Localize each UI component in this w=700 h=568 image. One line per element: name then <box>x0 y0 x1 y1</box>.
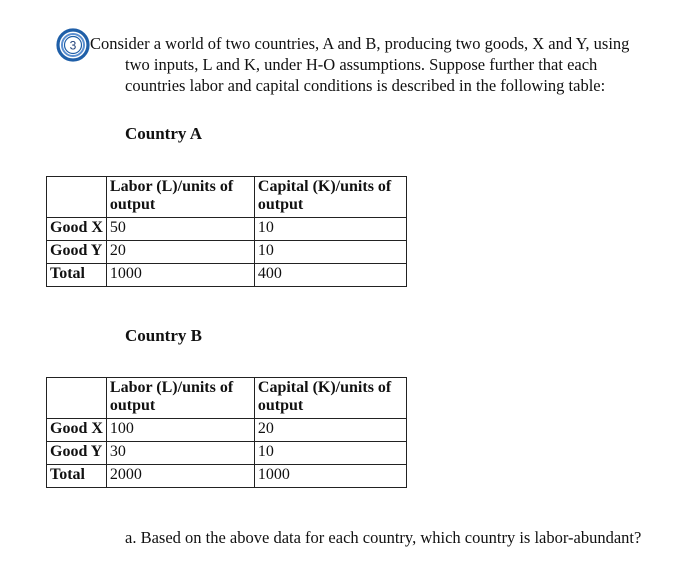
labor-value: 100 <box>106 419 254 442</box>
country-b-table <box>46 377 407 488</box>
capital-value: 10 <box>254 241 406 264</box>
header-cell-empty <box>47 177 107 218</box>
table-row <box>47 465 407 488</box>
row-label: Total <box>47 264 107 287</box>
header-labor: Labor (L)/units of output <box>106 177 254 218</box>
labor-value: 20 <box>106 241 254 264</box>
table-header-row <box>47 177 407 218</box>
row-label: Good X <box>47 218 107 241</box>
capital-value: 400 <box>254 264 406 287</box>
country-a-table <box>46 176 407 287</box>
table-header-row <box>47 378 407 419</box>
row-label: Good Y <box>47 241 107 264</box>
sub-question-a: a. Based on the above data for each country, which country is labor-abundant? <box>125 528 642 547</box>
numbered-circle-icon <box>56 28 90 62</box>
capital-value: 20 <box>254 419 406 442</box>
intro-line-2: two inputs, L and K, under H-O assumptions. Suppose further that each <box>125 55 598 74</box>
labor-value: 50 <box>106 218 254 241</box>
table-row <box>47 442 407 465</box>
table-row <box>47 264 407 287</box>
question-number: 3 <box>69 38 77 53</box>
row-label: Good Y <box>47 442 107 465</box>
capital-value: 10 <box>254 442 406 465</box>
country-a-title: Country A <box>125 124 202 143</box>
capital-value: 10 <box>254 218 406 241</box>
intro-line-1: Consider a world of two countries, A and B, producing two goods, X and Y, using <box>90 34 630 53</box>
intro-line-3: countries labor and capital conditions is described in the following table: <box>125 76 606 95</box>
header-capital: Capital (K)/units of output <box>254 177 406 218</box>
table-row <box>47 218 407 241</box>
labor-value: 30 <box>106 442 254 465</box>
table-row <box>47 419 407 442</box>
header-labor: Labor (L)/units of output <box>106 378 254 419</box>
country-b-title: Country B <box>125 326 202 345</box>
row-label: Total <box>47 465 107 488</box>
row-label: Good X <box>47 419 107 442</box>
question-number-badge <box>56 28 90 62</box>
capital-value: 1000 <box>254 465 406 488</box>
question-intro <box>90 33 680 96</box>
header-capital: Capital (K)/units of output <box>254 378 406 419</box>
table-row <box>47 241 407 264</box>
header-cell-empty <box>47 378 107 419</box>
labor-value: 2000 <box>106 465 254 488</box>
labor-value: 1000 <box>106 264 254 287</box>
